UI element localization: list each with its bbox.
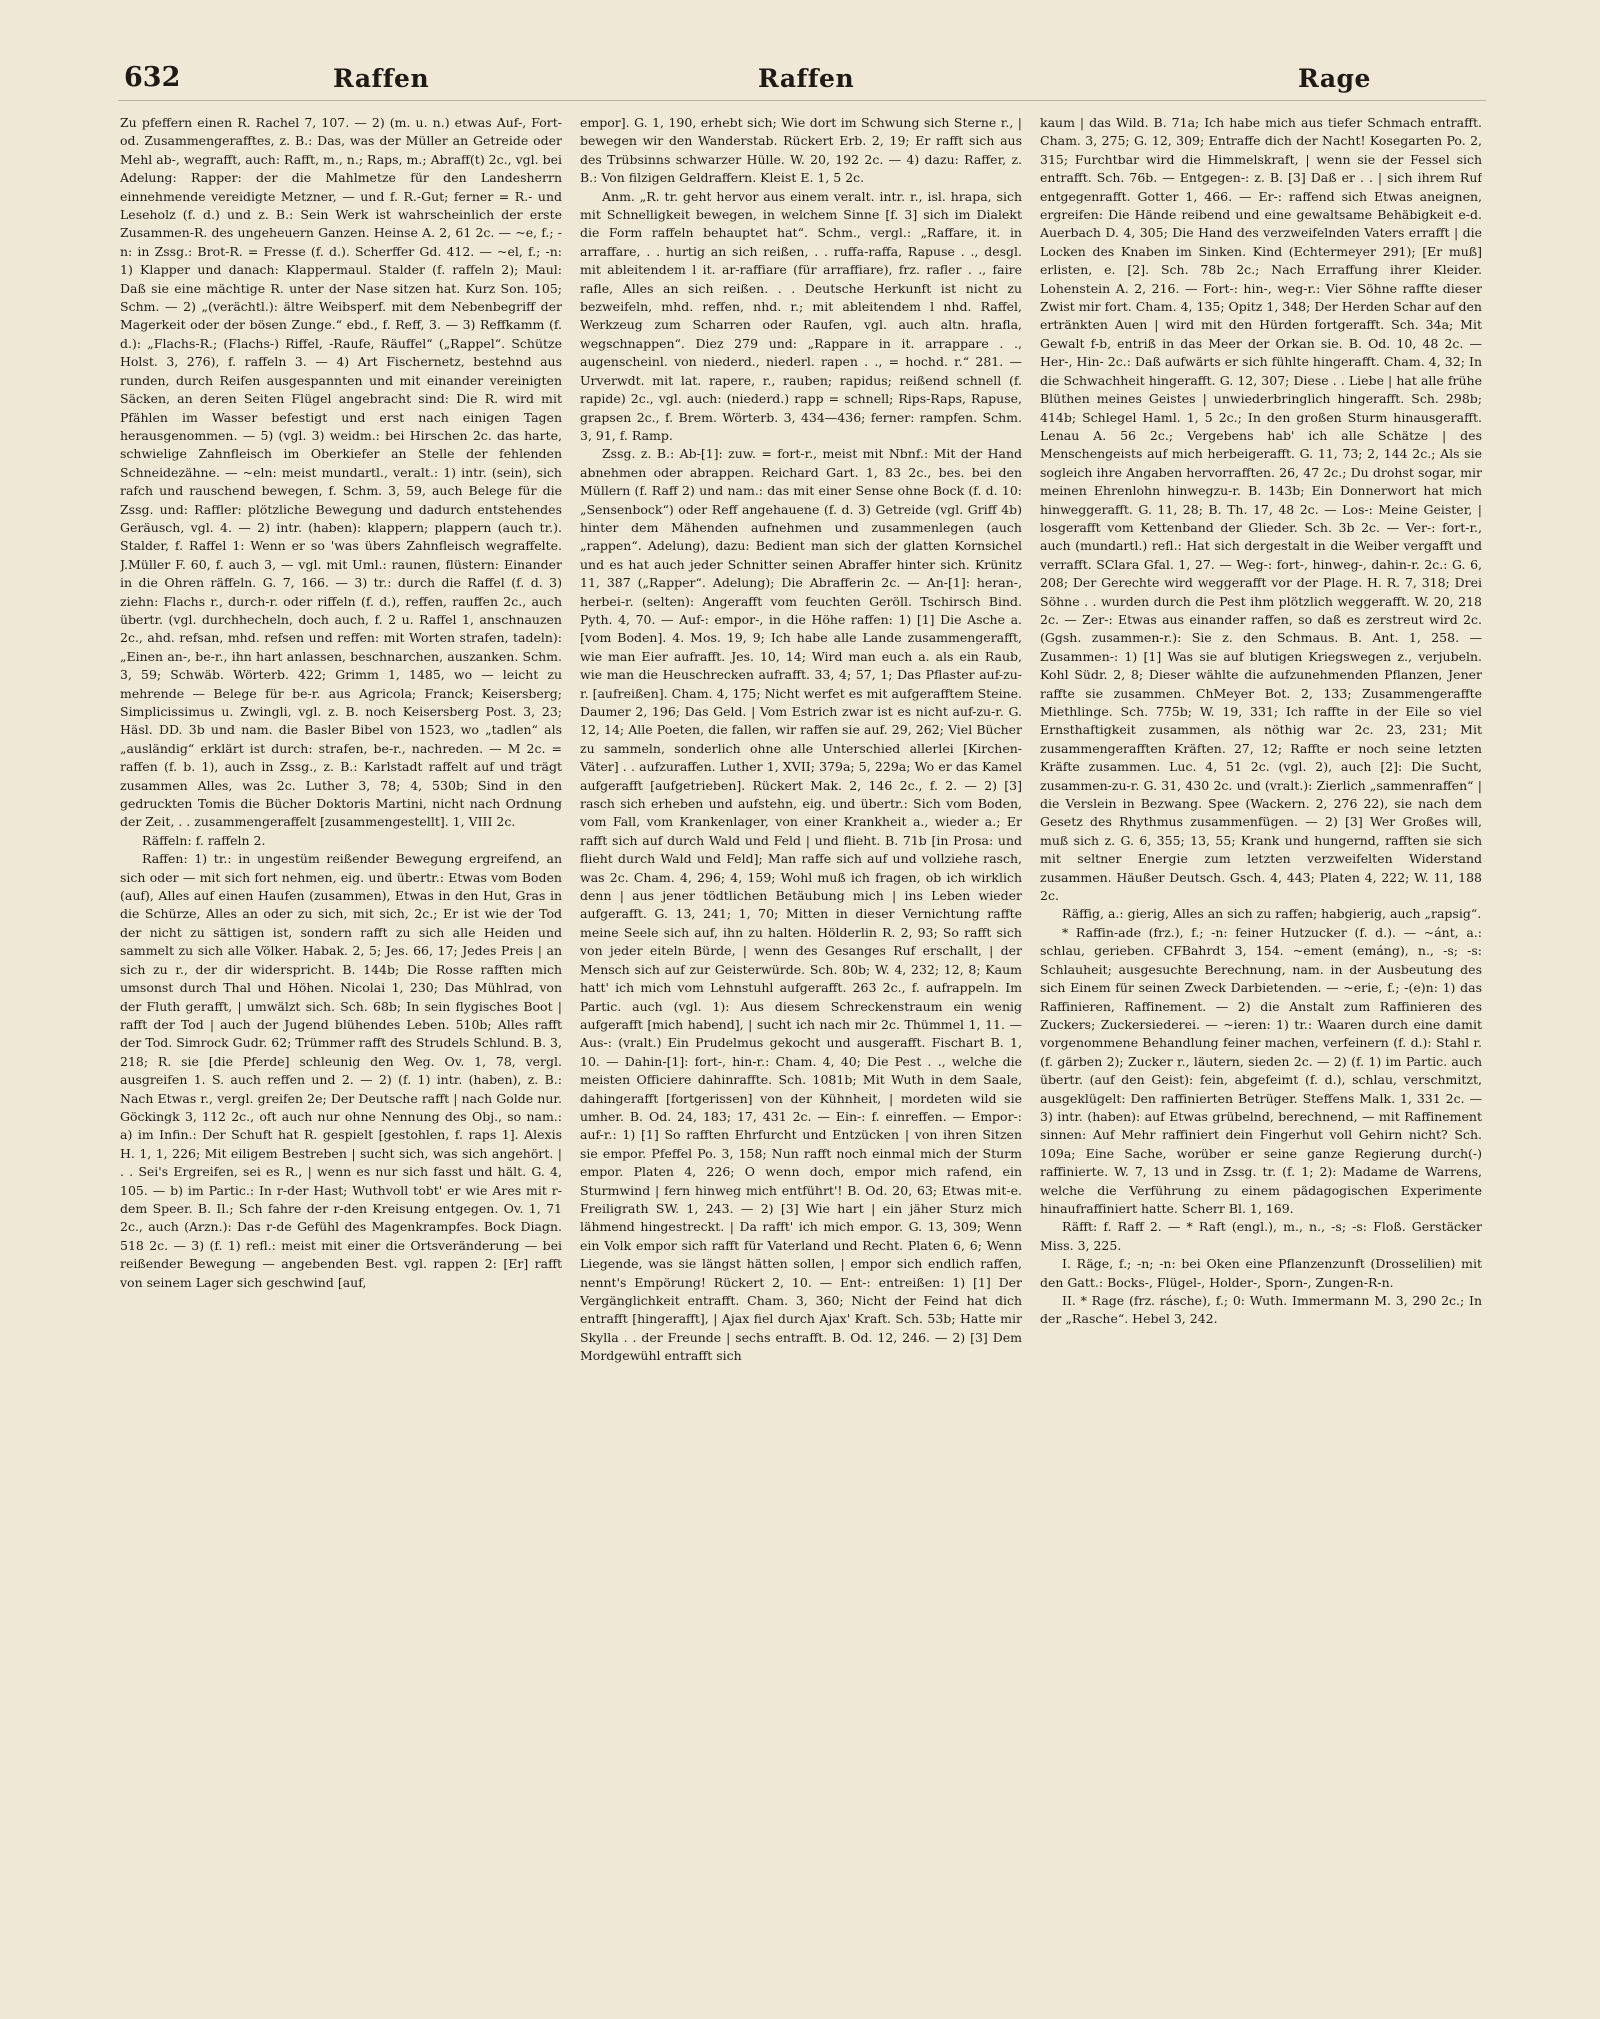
entry-paragraph: Zu pfeffern einen R. Rachel 7, 107. — 2) (m. u. n.) etwas Auf-, Fort- od. Zusammengerafftes, z. B.: Das, was der Müller an Getreide oder Mehl ab-, wegrafft, auch: Rafft, m., n.; Raps, m.; Abraff(t) 2c., vgl. bei Adelung: Rapper: der die Mahlmetze für den Landesherrn einnehmende vereidigte Metzner, — und f. R.-Gut; ferner = R.- und Leseholz (f. d.) und z. B.: Sein Werk ist wahrscheinlich der erste Zusammen-R. des ungeheuern Ganzen. Heinse A. 2, 61 2c. — ~e, f.; -n: in Zssg.: Brot-R. = Fresse (f. d.). Scherffer Gd. 412. — ~el, f.; -n: 1) Klapper und danach: Klappermaul. Stalder (f. raffeln 2); Maul: Daß sie eine mächtige R. unter der Nase sitzen hat. Kurz Son. 105; Schm. — 2) „(verächtl.): ältre Weibsperf. mit dem Nebenbegriff der Magerkeit oder der bösen Zunge.“ ebd., f. Reff, 3. — 3) Reffkamm (f. d.): „Flachs-R.; (Flachs-) Riffel, -Raufe, Räuffel“ („Rappel“. Schütze Holst. 3, 276), f. raffeln 3. — 4) Art Fischernetz, bestehnd aus runden, durch Reifen ausgespannten und mit einander vereinigten Säcken, an deren Seiten Flügel angebracht sind: Die R. wird mit Pfählen im Wasser befestigt und erst nach einigen Tagen herausgenommen. — 5) (vgl. 3) weidm.: bei Hirschen 2c. das harte, schwielige Zahnfleisch im Oberkiefer an Stelle der fehlenden Schneidezähne. — ~eln: meist mundartl., veralt.: 1) intr. (sein), sich rafch und rauschend bewegen, f. Schm. 3, 59, auch Belege für die Zssg. und: Raffler: plötzliche Bewegung und dadurch entstehendes Geräusch, vgl. 4. — 2) intr. (haben): klappern; plappern (auch tr.). Stalder, f. Raffel 1: Wenn er so 'was übers Zahnfleisch wegraffelte. J.Müller F. 60, f. auch 3, — vgl. mit Uml.: raunen, flüstern: Einander in die Ohren räffeln. G. 7, 166. — 3) tr.: durch die Raffel (f. d. 3) ziehn: Flachs r., durch-r. oder riffeln (f. d.), reffen, rauffen 2c., auch übertr. (vgl. durchhecheln, doch auch, f. 2 u. Raffel 1, anschnauzen 2c., ahd. refsan, mhd. refsen und reffen: mit Worten strafen, tadeln): „Einen an-, be-r., ihn hart anlassen, beschnarchen, auszanken. Schm. 3, 59; Schwäb. Wörterb. 422; Grimm 1, 1485, wo — leicht zu mehrende — Belege für be-r. aus Agricola; Franck; Keisersberg; Simplicissimus u. Zwingli, vgl. z. B. noch Keisersberg Post. 3, 23; Häsl. DD. 3b und nam. die Basler Bibel von 1523, wo „tadlen“ als „ausländig“ erklärt ist durch: strafen, be-r., nachreden. — M 2c. = raffen (f. b. 1), auch in Zssg., z. B.: Karlstadt raffelt auf und trägt zusammen Alles, was 2c. Luther 3, 78; 4, 530b; Sind in den gedruckten Tomis die Bücher Doktoris Martini, nicht nach Ordnung der Zeit, . . zusammengeraffelt [zusammengestellt]. 1, VIII 2c. [120, 115, 562, 830]
page-number: 632 [124, 62, 181, 93]
entry-paragraph: kaum | das Wild. B. 71a; Ich habe mich aus tiefer Schmach entrafft. Cham. 3, 275; G. 12, 309; Entraffe dich der Nacht! Kosegarten Po. 2, 315; Furchtbar wird die Himmelskraft, | wenn sie der Fessel sich entrafft. Sch. 76b. — Entgegen-: z. B. [3] Daß er . . | sich ihrem Ruf entgegenrafft. Gotter 1, 466. — Er-: raffend sich Etwas aneignen, ergreifen: Die Hände reibend und eine gewaltsame Behäbigkeit e-d. Auerbach D. 4, 305; Die Hand des verzweifelnden Vaters errafft | die Locken des Knaben im Sinken. Kind (Echtermeyer 291); [Er muß] erlisten, e. [2]. Sch. 78b 2c.; Nach Erraffung ihrer Kleider. Lohenstein A. 2, 216. — Fort-: hin-, weg-r.: Vier Söhne raffte dieser Zwist mir fort. Cham. 4, 135; Opitz 1, 348; Der Herden Schar auf den ertränkten Auen | wird mit den Hürden fortgerafft. Sch. 34a; Mit Gewalt f-b, entriß in das Meer der Orkan sie. B. Od. 10, 48 2c. — Her-, Hin- 2c.: Daß aufwärts er sich fühlte hingerafft. Cham. 4, 32; In die Schwachheit hingerafft. G. 12, 307; Diese . . Liebe | hat alle frühe Blüthen meines Geistes | unwiederbringlich hingerafft. Sch. 298b; 414b; Schlegel Haml. 1, 5 2c.; In den großen Sturm hinausgerafft. Lenau A. 56 2c.; Vergebens hab' ich alle Schätze | des Menschengeists auf mich herbeigerafft. G. 11, 73; 2, 144 2c.; Als sie sogleich ihre Angaben hervorrafften. 26, 47 2c.; Du drohst sogar, mir meinen Ehrenlohn hinwegzu-r. B. 143b; Ein Donnerwort hat mich hinweggerafft. G. 11, 28; B. Th. 17, 48 2c. — Los-: Meine Geister, | losgerafft vom Kettenband der Glieder. Sch. 3b 2c. — Ver-: fort-r., auch (mundartl.) refl.: Hat sich dergestalt in die Weiber vergafft und verrafft. SClara Gfal. 1, 27. — Weg-: fort-, hinweg-, dahin-r. 2c.: G. 6, 208; Der Gerechte wird weggerafft vor der Plage. H. R. 7, 318; Drei Söhne . . wurden durch die Pest ihm plötzlich weggerafft. W. 20, 218 2c. — Zer-: Etwas aus einander raffen, so daß es zerstreut wird 2c. (Ggsh. zusammen-r.): Sie z. den Schmaus. B. Ant. 1, 258. — Zusammen-: 1) [1] Was sie auf blutigen Kriegswegen z., verjubeln. Kohl Südr. 2, 8; Dieser wählte die aufzunehmenden Pflanzen, Jener raffte sie zusammen. ChMeyer Bot. 2, 133; Zusammengeraffte Miethlinge. Sch. 775b; W. 19, 331; Ich raffte in der Eile so viel Ernsthaftigkeit zusammen, als nöthig war 2c. 23, 231; Mit zusammengerafften Kräften. 27, 12; Raffte er noch seine letzten Kräfte zusammen. Luc. 4, 51 2c. (vgl. 2), auch [2]: Die Sucht, zusammen-zu-r. G. 31, 430 2c. und (vralt.): Zierlich „sammenraffen“ | die Verslein in Bezwang. Spee (Wackern. 2, 276 22), sie nach dem Gesetz des Rhythmus zusammenfügen. — 2) [3] Wer Großes will, muß sich z. G. 6, 355; 13, 55; Krank und hungernd, rafften sie sich mit seltner Energie zum letzten verzweifelten Widerstand zusammen. Häußer Deutsch. Gsch. 4, 443; Platen 4, 222; W. 11, 188 2c. [1040, 115, 1482, 904]
page-header [118, 60, 1486, 101]
entry-paragraph: Räffeln: f. raffeln 2. [142, 832, 266, 848]
entry-paragraph: * Raffin-ade (frz.), f.; -n: feiner Hutzucker (f. d.). — ~ánt, a.: schlau, gerieben. CFBahrdt 3, 154. ~ement (emáng), n., -s; -s: Schlauheit; ausgesuchte Berechnung, nam. in der Ausbeutung des sich Einem für seinen Zweck Darbietenden. — ~erie, f.; -(e)n: 1) das Raffinieren, Raffinement. — 2) die Anstalt zum Raffinieren des Zuckers; Zuckersiederei. — ~ieren: 1) tr.: Waaren durch eine damit vorgenommene Behandlung feiner machen, verfeinern (f. d.): Stahl r. (f. gärben 2); Zucker r., läutern, sieden 2c. — 2) (f. 1) im Partic. auch übertr. (auf den Geist): fein, abgefeimt (f. d.), schlau, verschmitzt, ausgeklügelt: Den raffinierten Betrüger. Steffens Malk. 1, 331 2c. — 3) intr. (haben): auf Etwas grübelnd, berechnend, — mit Raffinement sinnen: Auf Mehr raffiniert dein Fingerhut voll Gehirn nicht? Sch. 109a; Eine Sache, worüber er seine ganze Regierung durch(-) raffinierte. W. 7, 13 und in Zssg. tr. (f. 1; 2): Madame de Warrens, welche die Verführung zu einem pädagogischen Experimente hinaufraffiniert hatte. Scherr Bl. 1, 169. [1040, 924, 1482, 1216]
entry-paragraph: Räffig, a.: gierig, Alles an sich zu raffen; habgierig, auch „rapsig“. [1062, 906, 1482, 922]
entry-paragraph: Anm. „R. tr. geht hervor aus einem veralt. intr. r., isl. hrapa, sich mit Schnelligkeit bewegen, in welchem Sinne [f. 3] sich im Dialekt die Form raffeln behauptet hat“. Schm., vergl.: „Raffare, it. in arraffare, . . hurtig an sich reißen, . . ruffa-raffa, Rapuse . ., desgl. mit ableitendem l it. ar-raffiare (für arraffiare), frz. rafler . ., faire rafle, Alles an sich reißen. . . Deutsche Herkunft ist nicht zu bezweifeln, mhd. reffen, nhd. r.; mit ableitendem l nhd. Raffel, Werkzeug zum Scharren oder Raufen, vgl. auch altn. hrafla, wegschnappen“. Diez 279 und: „Rappare in it. arrappare . ., augenscheinl. von niederd., niederl. rapen . ., = hochd. r.“ 281. — Urverwdt. mit lat. rapere, r., rauben; rapidus; reißend schnell (f. rapide) 2c., vgl. auch: (niederd.) rapp = schnell; Rips-Raps, Rapuse, grapsen 2c., f. Brem. Wörterb. 3, 434—436; ferner: rampfen. Schm. 3, 91, f. Ramp. [580, 188, 1022, 443]
entry-paragraph: empor]. G. 1, 190, erhebt sich; Wie dort im Schwung sich Sterne r., | bewegen wir den Wanderstab. Rückert Erb. 2, 19; Er rafft sich aus des Trübsinns schwarzer Hülle. W. 20, 192 2c. — 4) dazu: Raffer, z. B.: Von filzigen Geldraffern. Kleist E. 1, 5 2c. [580, 115, 1022, 186]
running-head-left: Raffen [333, 64, 430, 93]
running-head-right: Rage [1298, 64, 1371, 93]
entry-paragraph: II. * Rage (frz. rásche), f.; 0: Wuth. Immermann M. 3, 290 2c.; In der „Rasche“. Hebel 3, 242. [1040, 1293, 1482, 1327]
column-1 [120, 114, 562, 1984]
entry-paragraph: Raffen: 1) tr.: in ungestüm reißender Bewegung ergreifend, an sich oder — mit sich fort nehmen, eig. und übertr.: Etwas vom Boden (auf), Alles auf einen Haufen (zusammen), Etwas in den Hut, Gras in die Schürze, Alles an oder zu sich, mit sich, 2c.; Er ist wie der Tod der nicht zu sättigen ist, sondern rafft zu sich alle Heiden und sammelt zu sich alle Völker. Habak. 2, 5; Jes. 66, 17; Jedes Preis | an sich zu r., der dir widerspricht. B. 144b; Die Rosse rafften mich umsonst durch Thal und Höhen. Nicolai 1, 230; Das Mühlrad, von der Fluth gerafft, | umwälzt sich. Sch. 68b; In sein flygisches Boot | rafft der Tod | auch der Jugend blühendes Leben. 510b; Alles rafft der Tod. Simrock Gudr. 62; Trümmer rafft des Strudels Schlund. B. 3, 218; R. sie [die Pferde] schleunig den Weg. Ov. 1, 78, vergl. ausgreifen 1. S. auch reffen und 2. — 2) (f. 1) intr. (haben), z. B.: Nach Etwas r., vergl. greifen 2e; Der Deutsche rafft | nach Golde nur. Göckingk 3, 112 2c., oft auch nur ohne Nennung des Obj., so nam.: a) im Infin.: Der Schuft hat R. gespielt [gestohlen, f. raps 1]. Alexis H. 1, 1, 226; Mit eiligem Bestreben | sucht sich, was sich angehört. | . . Sei's Ergreifen, sei es R., | wenn es nur sich fasst und hält. G. 4, 105. — b) im Partic.: In r-der Hast; Wuthvoll tobt' er wie Ares mit r-dem Speer. B. Il.; Sch fahre der r-den Kreisung entgegen. Ov. 1, 71 2c., auch (Arzn.): Das r-de Gefühl des Magenkrampfes. Bock Diagn. 518 2c. — 3) (f. 1) refl.: meist mit einer die Ortsveränderung — bei reißender Bewegung — angebenden Best. vgl. rappen 2: [Er] rafft von seinem Lager sich geschwind [auf, [120, 851, 562, 1290]
column-3 [1040, 114, 1482, 1984]
running-head-center: Raffen [758, 64, 855, 93]
column-2 [580, 114, 1022, 1984]
entry-paragraph: Räfft: f. Raff 2. — * Raft (engl.), m., n., -s; -s: Floß. Gerstäcker Miss. 3, 225. [1040, 1219, 1482, 1253]
entry-paragraph: Zssg. z. B.: Ab-[1]: zuw. = fort-r., meist mit Nbnf.: Mit der Hand abnehmen oder abrappen. Reichard Gart. 1, 83 2c., bes. bei den Müllern (f. Raff 2) und nam.: das mit einer Sense ohne Bock (f. d. 10: „Sensenbock“) oder Reff angehauene (f. d. 3) Getreide (vgl. Griff 4b) hinter dem Mähenden aufnehmen und zusammenlegen (auch „rappen“. Adelung), dazu: Bedient man sich der glatten Kornsichel und es hat auch jeder Schnitter seinen Abraffer hinter sich. Krünitz 11, 387 („Rapper“. Adelung); Die Abrafferin 2c. — An-[1]: heran-, herbei-r. (selten): Angerafft vom feuchten Geröll. Tschirsch Bind. Pyth. 4, 70. — Auf-: empor-, in die Höhe raffen: 1) [1] Die Asche a. [vom Boden]. 4. Mos. 19, 9; Ich habe alle Lande zusammengerafft, wie man Eier aufrafft. Jes. 10, 14; Wird man euch a. als ein Raub, wie man die Heuschrecken aufrafft. 33, 4; 57, 1; Das Pflaster auf-zu-r. [aufreißen]. Cham. 4, 175; Nicht werfet es mit aufgerafftem Steine. Daumer 2, 196; Das Geld. | Vom Estrich zwar ist es nicht auf-zu-r. G. 12, 14; Alle Poeten, die fallen, wir raffen sie auf. 29, 262; Viel Bücher zu sammeln, sonderlich ohne alle Unterschied allerlei [Kirchen-Väter] . . aufzuraffen. Luther 1, XVII; 379a; 5, 229a; Wo er das Kamel aufgerafft [aufgetrieben]. Rückert Mak. 2, 146 2c., f. 2. — 2) [3] rasch sich erheben und aufstehn, eig. und übertr.: Sich vom Boden, vom Fall, vom Krankenlager, von einer Krankheit a., wieder a.; Er rafft sich auf durch Wald und Feld | und flieht. B. 71b [in Prosa: und flieht durch Wald und Feld]; Man raffe sich auf und vollziehe rasch, was 2c. Cham. 4, 296; 4, 159; Wohl muß ich fragen, ob ich wirklich denn | aus jener tödtlichen Betäubung mich | ins Leben wieder aufgerafft. G. 13, 241; 1, 70; Mitten in dieser Vernichtung raffte meine Seele sich auf, ihn zu halten. Hölderlin R. 2, 93; So rafft sich von jeder eiteln Bürde, | wenn des Gesanges Ruf erschallt, | der Mensch sich auf zur Geisterwürde. Sch. 80b; W. 4, 232; 12, 8; Kaum hatt' ich mich vom Lehnstuhl aufgerafft. 263 2c., f. aufrappeln. Im Partic. auch (vgl. 1): Aus diesem Schreckenstraum ein wenig aufgerafft [mich habend], | sucht ich nach mir 2c. Thümmel 1, 11. — Aus-: (vralt.) Ein Prudelmus gekocht und ausgerafft. Fischart B. 1, 10. — Dahin-[1]: fort-, hin-r.: Cham. 4, 40; Die Pest . ., welche die meisten Officiere dahinraffte. Sch. 1081b; Mit Wuth in dem Saale, dahingerafft [fortgerissen] von der Kühnheit, | mordeten wild sie umher. B. Od. 24, 183; 17, 431 2c. — Ein-: f. einreffen. — Empor-: auf-r.: 1) [1] So rafften Ehrfurcht und Entzücken | von ihren Sitzen sie empor. Pfeffel Po. 3, 158; Nun rafft noch einmal mich der Sturm empor. Platen 4, 226; O wenn doch, empor mich rafend, ein Sturmwind | fern hinweg mich entführt'! B. Od. 20, 63; Etwas mit-e. Freiligrath SW. 1, 243. — 2) [3] Wie hart | ein jäher Sturz mich lähmend hingestreckt. | Da rafft' ich mich empor. G. 13, 309; Wenn ein Volk empor sich rafft für Vaterland und Recht. Platen 6, 6; Wenn Liegende, was sie längst hätten sollen, | empor sich endlich raffen, nennt's Empörung! Rückert 2, 10. — Ent-: entreißen: 1) [1] Der Vergänglichkeit entrafft. Cham. 3, 360; Nicht der Feind hat dich entrafft [hingerafft], | Ajax fiel durch Ajax' Kraft. Sch. 53b; Hatte mir Skylla . . der Freunde | sechs entrafft. B. Od. 12, 246. — 2) [3] Dem Mordgewühl entrafft sich [580, 446, 1022, 1364]
entry-paragraph: I. Räge, f.; -n; -n: bei Oken eine Pflanzenzunft (Drosselilien) mit den Gatt.: Bocks-, Flügel-, Holder-, Sporn-, Zungen-R-n. [1040, 1256, 1482, 1290]
